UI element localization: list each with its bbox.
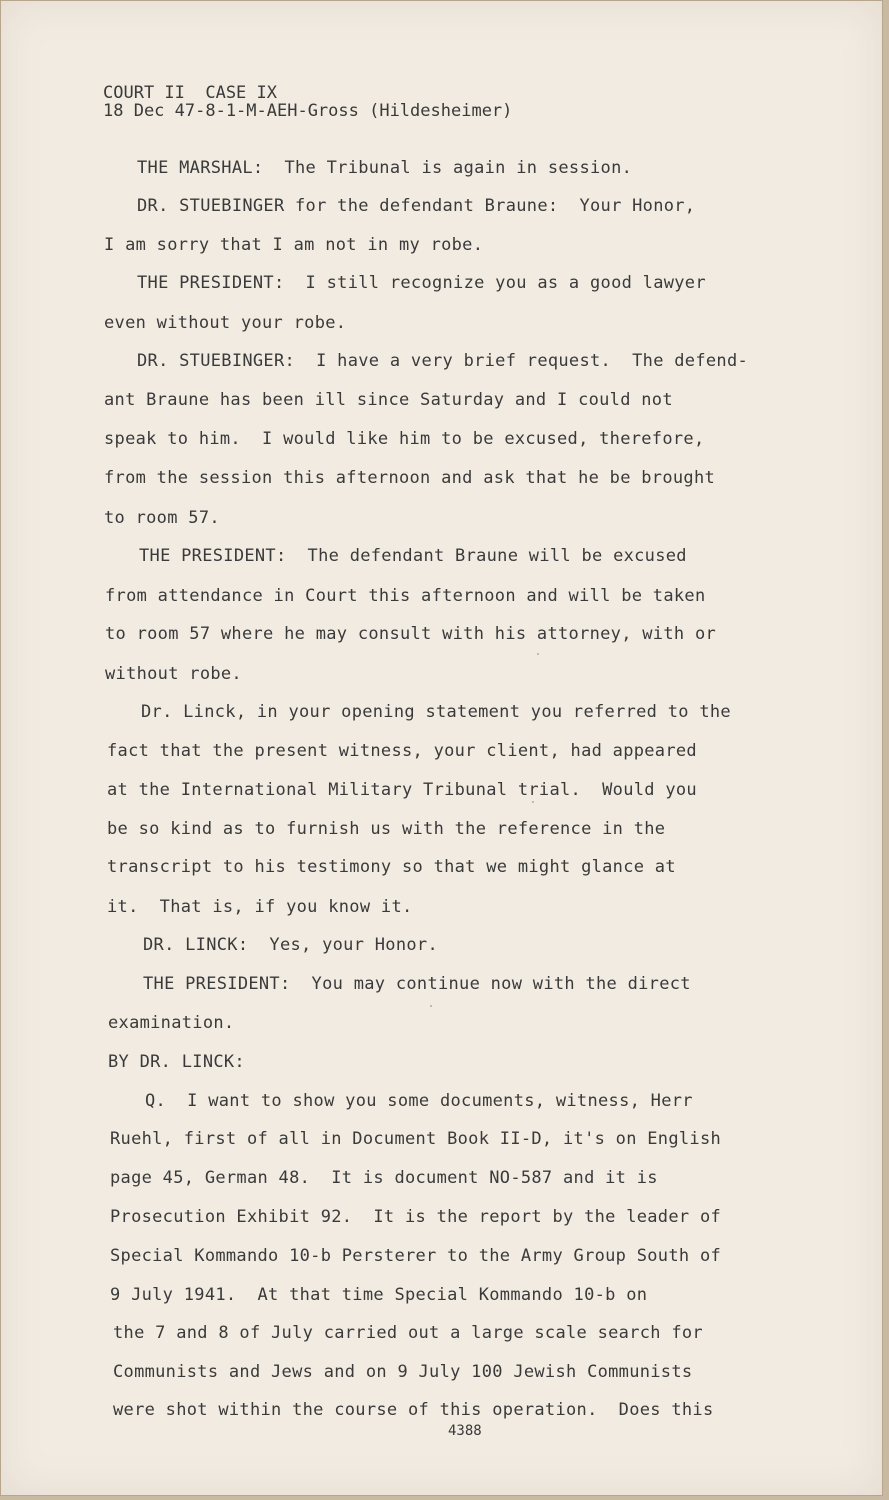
transcript-line: 9 July 1941. At that time Special Kommando 10-b on — [110, 1285, 648, 1305]
transcript-line: from attendance in Court this afternoon and will be taken — [105, 586, 706, 606]
transcript-line: THE PRESIDENT: The defendant Braune will be excused — [139, 546, 687, 566]
paper-speck — [537, 653, 539, 655]
paper-speck — [532, 801, 534, 803]
transcript-line: to room 57 where he may consult with his attorney, with or — [105, 624, 717, 644]
transcript-line: DR. STUEBINGER: I have a very brief request. The defend- — [137, 351, 749, 371]
transcript-line: THE MARSHAL: The Tribunal is again in session. — [137, 158, 633, 178]
transcript-line: page 45, German 48. It is document NO-587 and it is — [110, 1168, 658, 1188]
transcript-line: Special Kommando 10-b Persterer to the Army Group South of — [110, 1246, 722, 1266]
transcript-line: to room 57. — [104, 508, 220, 528]
transcript-line: it. That is, if you know it. — [107, 897, 413, 917]
transcript-line: Communists and Jews and on 9 July 100 Jewish Communists — [113, 1362, 693, 1382]
transcript-line: Q. I want to show you some documents, witness, Herr — [145, 1091, 693, 1111]
transcript-line: Ruehl, first of all in Document Book II-D, it's on English — [110, 1129, 722, 1149]
header-date-reference: 18 Dec 47-8-1-M-AEH-Gross (Hildesheimer) — [103, 101, 513, 121]
transcript-line: without robe. — [105, 664, 242, 684]
transcript-line: Dr. Linck, in your opening statement you referred to the — [141, 702, 731, 722]
transcript-line: from the session this afternoon and ask that he be brought — [104, 468, 716, 488]
header-court-case: COURT II CASE IX — [103, 83, 277, 103]
transcript-line: BY DR. LINCK: — [108, 1052, 245, 1072]
transcript-line: Prosecution Exhibit 92. It is the report by the leader of — [110, 1207, 722, 1227]
transcript-line: DR. STUEBINGER for the defendant Braune: Your Honor, — [137, 196, 696, 216]
transcript-line: at the International Military Tribunal trial. Would you — [107, 780, 697, 800]
transcript-line: were shot within the course of this operation. Does this — [113, 1400, 714, 1420]
transcript-line: be so kind as to furnish us with the reference in the — [107, 819, 666, 839]
transcript-line: transcript to his testimony so that we might glance at — [107, 857, 676, 877]
transcript-line: THE PRESIDENT: You may continue now with the direct — [143, 974, 691, 994]
paper-speck — [430, 1005, 432, 1007]
transcript-line: DR. LINCK: Yes, your Honor. — [143, 935, 438, 955]
transcript-line: speak to him. I would like him to be excused, therefore, — [104, 429, 705, 449]
page-number: 4388 — [448, 1423, 482, 1439]
transcript-line: the 7 and 8 of July carried out a large scale search for — [113, 1323, 703, 1343]
transcript-line: THE PRESIDENT: I still recognize you as a good lawyer — [137, 273, 706, 293]
transcript-line: I am sorry that I am not in my robe. — [104, 235, 484, 255]
transcript-line: fact that the present witness, your client, had appeared — [107, 741, 697, 761]
transcript-line: ant Braune has been ill since Saturday and I could not — [104, 390, 673, 410]
transcript-line: examination. — [108, 1013, 235, 1033]
transcript-line: even without your robe. — [104, 313, 347, 333]
